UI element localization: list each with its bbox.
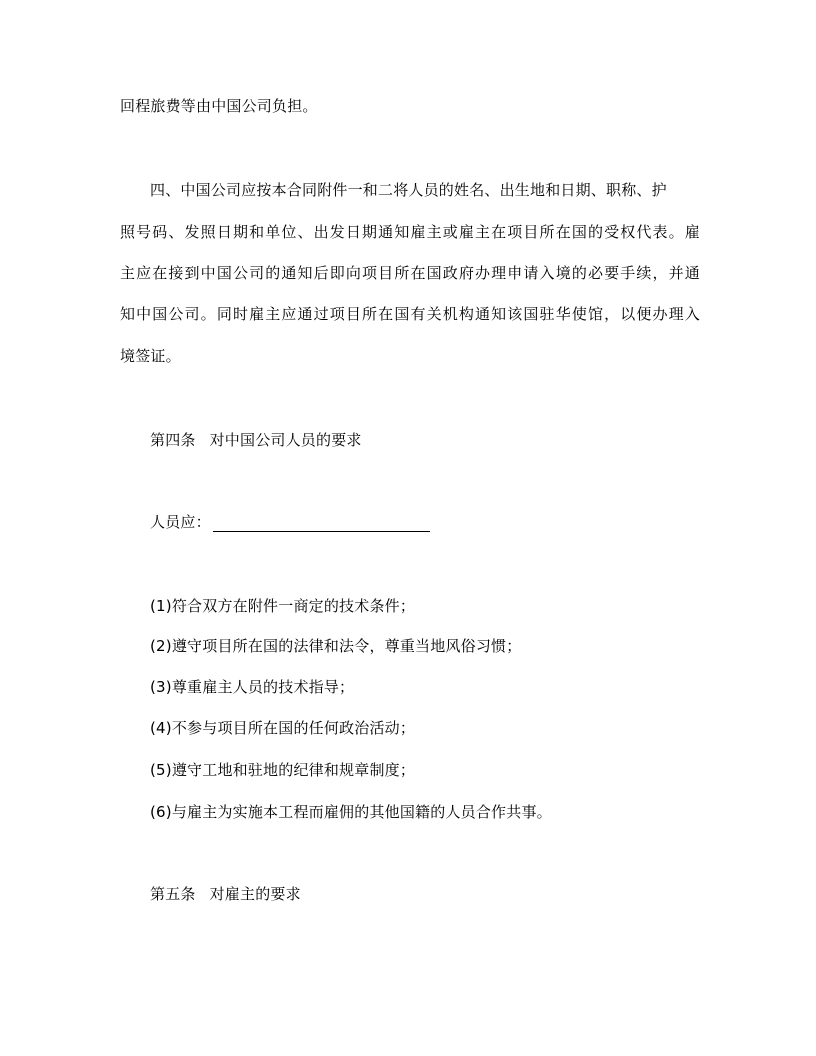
paragraph-return-travel: 回程旅费等由中国公司负担。	[120, 97, 318, 115]
paragraph-4-line-5: 境签证。	[120, 347, 181, 365]
paragraph-4-line-3: 主应在接到中国公司的通知后即向项目所在国政府办理申请入境的必要手续，并通	[120, 264, 700, 282]
article-5-title: 对雇主的要求	[209, 885, 301, 903]
article-4-number: 第四条	[150, 431, 196, 449]
requirement-item-3: (3)尊重雇主人员的技术指导；	[150, 678, 355, 696]
fill-in-blank-line	[213, 515, 430, 532]
requirement-item-6: (6)与雇主为实施本工程而雇佣的其他国籍的人员合作共事。	[150, 803, 552, 821]
article-4-title: 对中国公司人员的要求	[209, 431, 362, 449]
paragraph-4-line-2: 照号码、发照日期和单位、出发日期通知雇主或雇主在项目所在国的受权代表。雇	[120, 223, 700, 241]
requirement-item-4: (4)不参与项目所在国的任何政治活动；	[150, 719, 416, 737]
requirement-item-2: (2)遵守项目所在国的法律和法令，尊重当地风俗习惯；	[150, 637, 522, 655]
staff-label: 人员应：	[150, 513, 211, 531]
article-5-number: 第五条	[150, 885, 196, 903]
requirement-item-1: (1)符合双方在附件一商定的技术条件；	[150, 597, 416, 615]
requirement-item-5: (5)遵守工地和驻地的纪律和规章制度；	[150, 761, 416, 779]
paragraph-4-line-1: 四、中国公司应按本合同附件一和二将人员的姓名、出生地和日期、职称、护	[150, 181, 667, 199]
article-4-heading	[150, 430, 730, 450]
paragraph-4-line-4: 知中国公司。同时雇主应通过项目所在国有关机构通知该国驻华使馆，以便办理入	[120, 305, 700, 323]
article-5-heading	[150, 884, 730, 904]
staff-requirement-intro	[150, 512, 730, 532]
